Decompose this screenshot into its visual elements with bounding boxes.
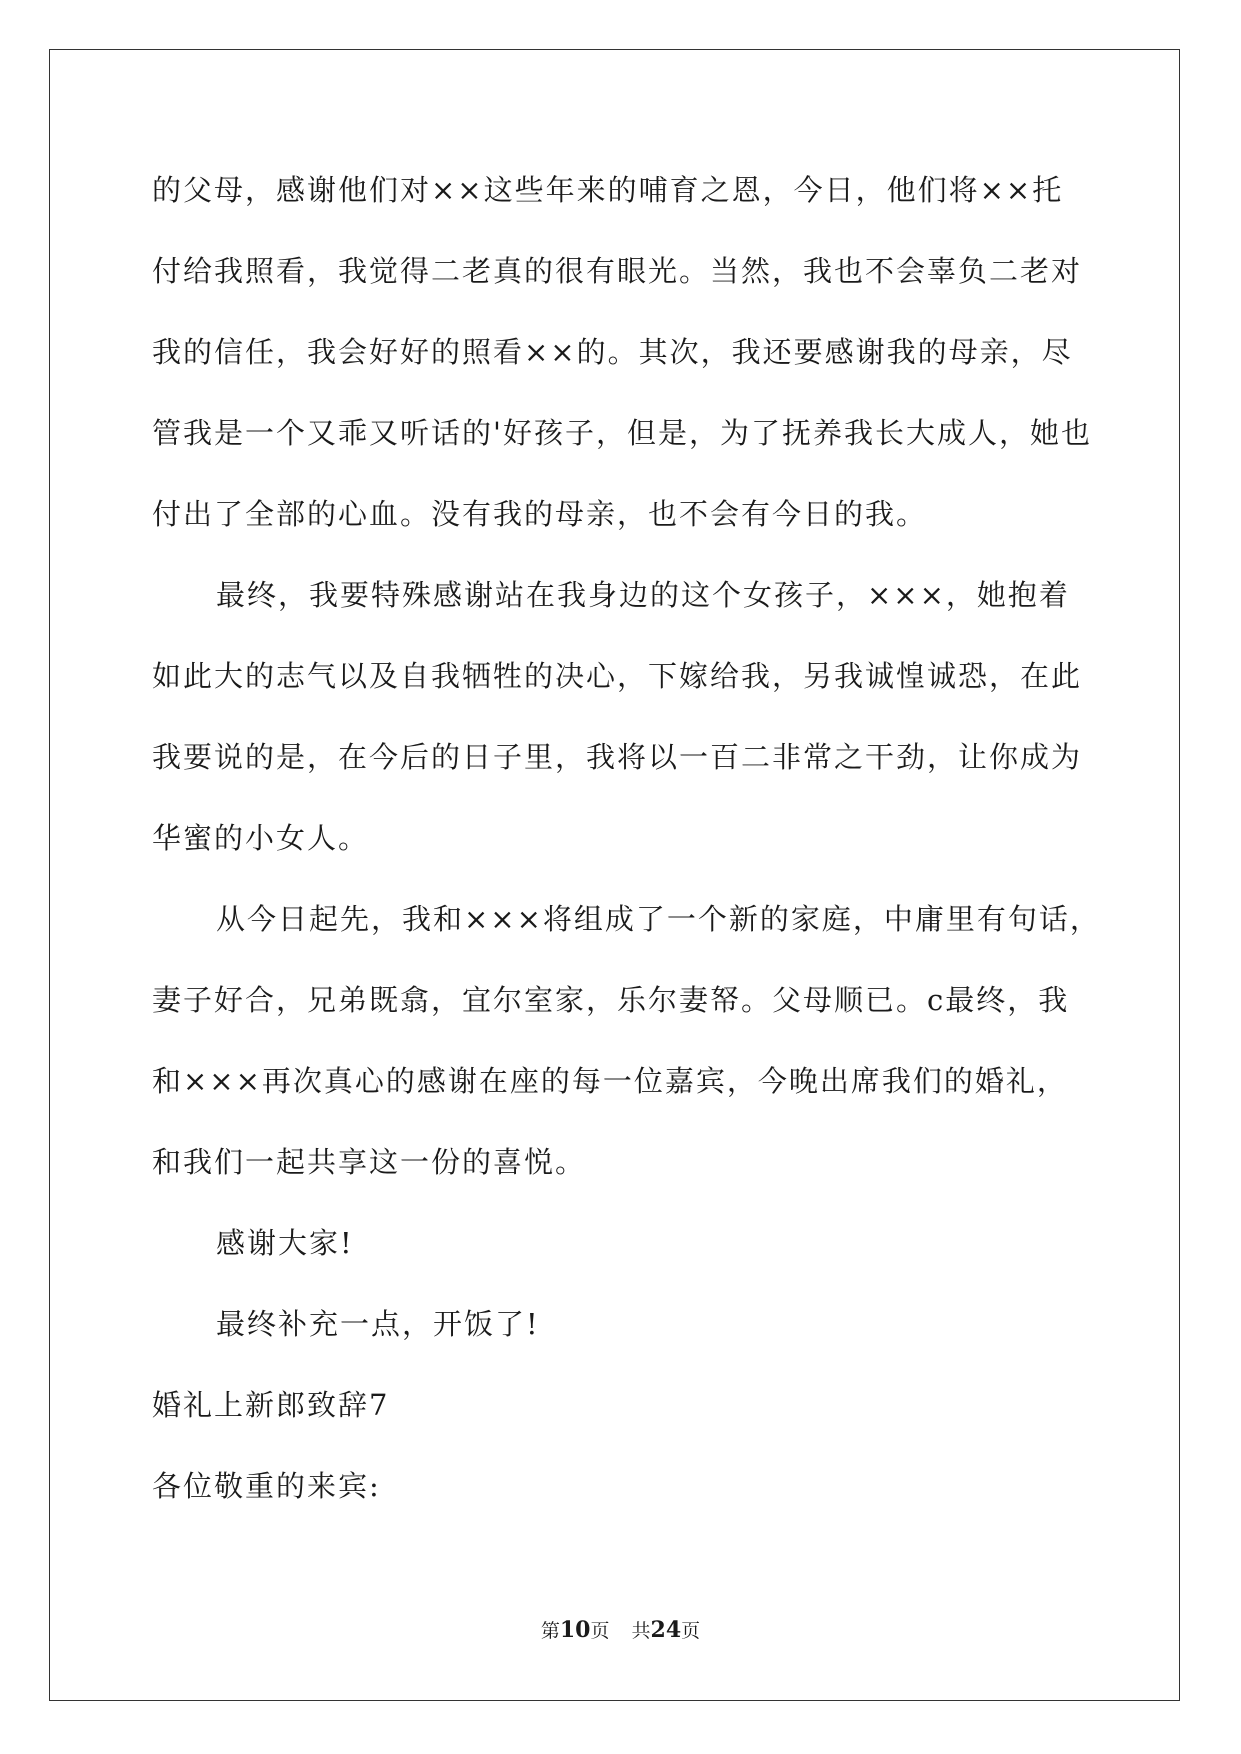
section-heading: 婚礼上新郎致辞7 [152, 1388, 390, 1422]
text-line: 如此大的志气以及自我牺牲的决心，下嫁给我，另我诚惶诚恐，在此 [152, 659, 1083, 693]
paragraph-start-line: 最终补充一点，开饭了! [216, 1307, 540, 1341]
text-line: 和×××再次真心的感谢在座的每一位嘉宾，今晚出席我们的婚礼， [152, 1064, 1068, 1098]
page-footer [0, 1616, 1241, 1643]
footer-page-unit: 页 [590, 1620, 610, 1642]
text-line: 我要说的是，在今后的日子里，我将以一百二非常之干劲，让你成为 [152, 740, 1083, 774]
footer-total-unit: 页 [681, 1620, 701, 1642]
paragraph-start-line: 最终，我要特殊感谢站在我身边的这个女孩子，×××，她抱着 [216, 578, 1070, 612]
text-line: 管我是一个又乖又听话的'好孩子，但是，为了抚养我长大成人，她也 [152, 416, 1092, 450]
footer-total-prefix: 共 [631, 1620, 651, 1642]
paragraph-start-line: 感谢大家! [216, 1226, 354, 1260]
salutation-line: 各位敬重的来宾: [152, 1469, 381, 1503]
page-number: 10 [559, 1617, 591, 1643]
total-pages: 24 [650, 1617, 682, 1643]
text-line: 我的信任，我会好好的照看××的。其次，我还要感谢我的母亲，尽 [152, 335, 1073, 369]
text-line: 和我们一起共享这一份的喜悦。 [152, 1145, 587, 1179]
text-line: 付给我照看，我觉得二老真的很有眼光。当然，我也不会辜负二老对 [152, 254, 1083, 288]
document-body [152, 150, 1112, 1527]
text-line: 的父母，感谢他们对××这些年来的哺育之恩，今日，他们将××托 [152, 173, 1064, 207]
text-line: 付出了全部的心血。没有我的母亲，也不会有今日的我。 [152, 497, 928, 531]
paragraph-start-line: 从今日起先，我和×××将组成了一个新的家庭，中庸里有句话， [216, 902, 1101, 936]
text-line: 妻子好合，兄弟既翕，宜尔室家，乐尔妻帑。父母顺已。c最终，我 [152, 983, 1070, 1017]
text-line: 华蜜的小女人。 [152, 821, 370, 855]
footer-prefix: 第 [540, 1620, 560, 1642]
